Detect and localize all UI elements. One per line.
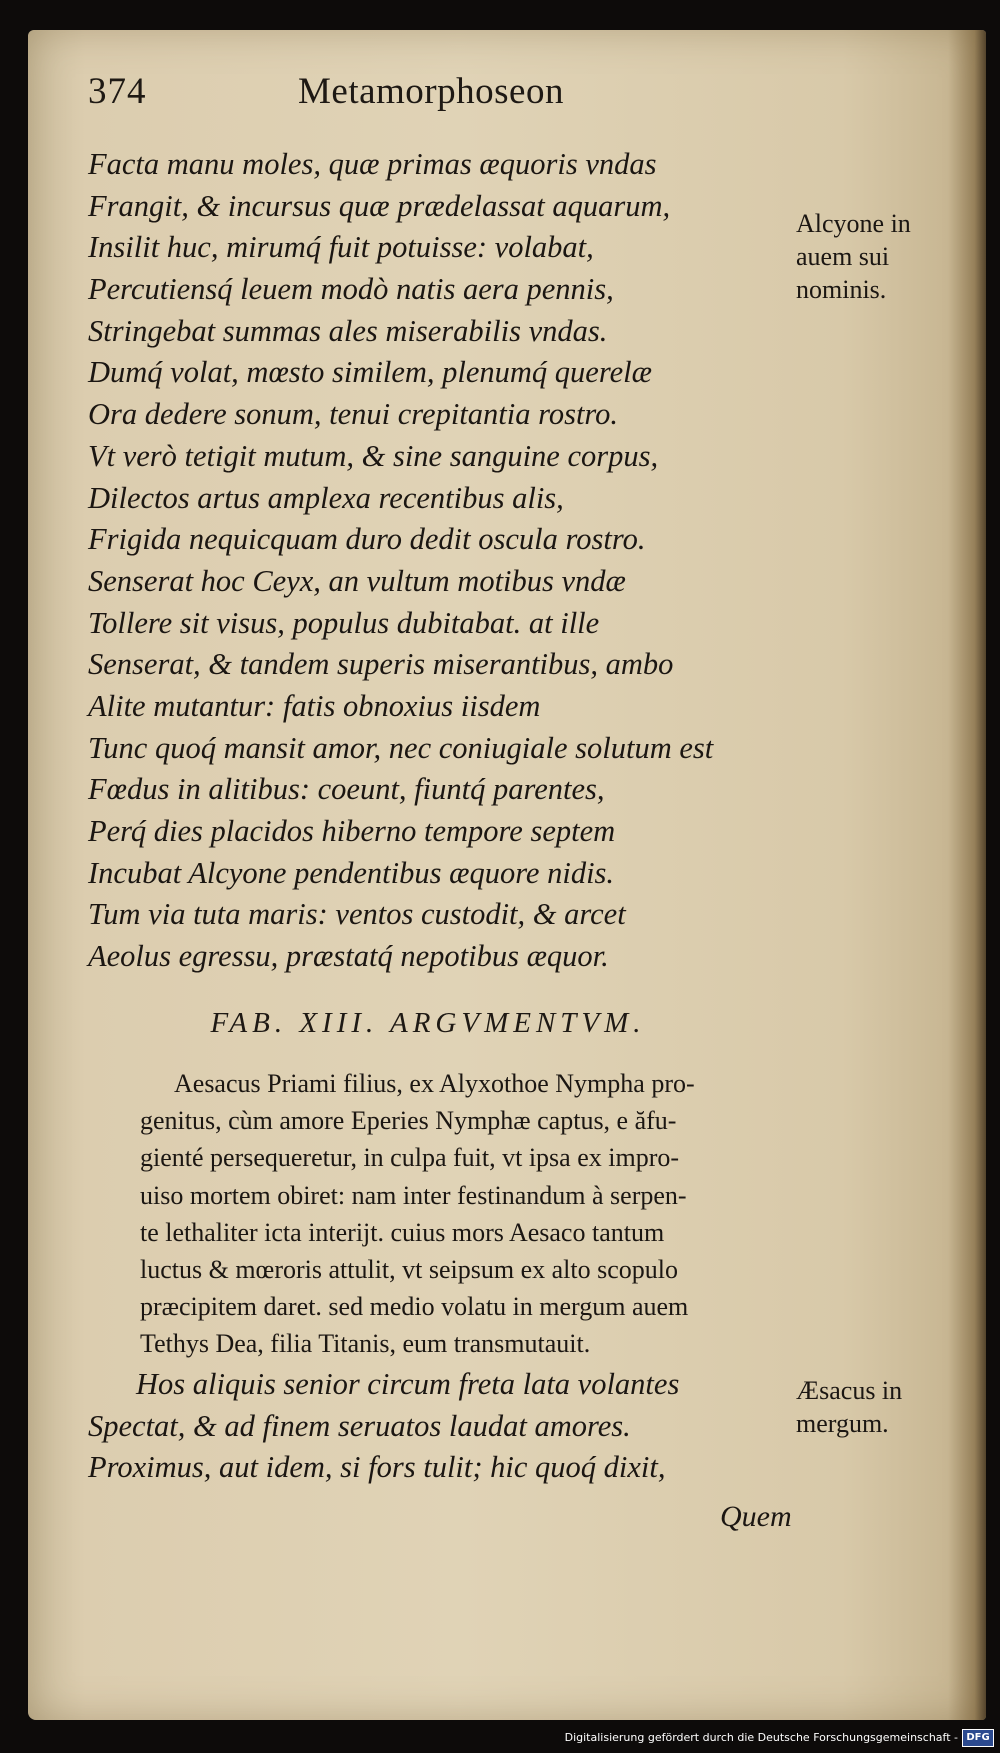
verse-line: Tollere sit visus, populus dubitabat. at ille	[88, 605, 600, 640]
verse-line: Aeolus egressu, præstatq́ nepotibus æquor.	[88, 939, 609, 974]
verse-line: Ora dedere sonum, tenui crepitantia rostro.	[88, 397, 619, 432]
verse-block-aesacus	[88, 1364, 768, 1489]
digitization-footer	[0, 1722, 1000, 1753]
marginal-note-aesacus	[796, 1374, 976, 1440]
verse-line: Dumq́ volat, mœsto similem, plenumq́ querelæ	[88, 355, 652, 390]
argument-line: luctus & mœroris attulit, vt seipsum ex alto scopulo	[140, 1254, 679, 1284]
verse-line: Tum via tuta maris: ventos custodit, & arcet	[88, 897, 626, 932]
verse-line: Hos aliquis senior circum freta lata volantes	[136, 1367, 680, 1401]
argument-line: te lethaliter icta interijt. cuius mors Aesaco tantum	[140, 1217, 665, 1247]
marginal-note-line: auem sui	[796, 242, 890, 271]
verse-line: Perq́ dies placidos hiberno tempore septem	[88, 814, 616, 848]
verse-line: Stringebat summas ales miserabilis vndas.	[88, 313, 608, 348]
argument-line: Aesacus Priami filius, ex Alyxothoe Nympha pro-	[174, 1069, 695, 1098]
verse-block-alcyone	[88, 144, 768, 978]
argument-line: genitus, cùm amore Eperies Nymphæ captus, e ăfu-	[140, 1106, 677, 1136]
verse-line: Incubat Alcyone pendentibus æquore nidis.	[88, 855, 615, 890]
marginal-note-alcyone	[796, 207, 976, 306]
marginal-note-line: nominis.	[796, 275, 887, 304]
fable-heading: FAB. XIII. ARGVMENTVM.	[210, 1007, 646, 1039]
marginal-note-line: Alcyone in	[796, 209, 911, 238]
verse-line: Percutiensq́ leuem modò natis aera pennis,	[88, 272, 614, 307]
funding-credit: Digitalisierung gefördert durch die Deutsche Forschungsgemeinschaft -	[564, 1731, 958, 1744]
verse-line: Fœdus in alitibus: coeunt, fiuntq́ parentes,	[88, 772, 605, 807]
argument-line: Tethys Dea, filia Titanis, eum transmutauit.	[140, 1329, 591, 1359]
verse-line: Senserat hoc Ceyx, an vultum motibus vndæ	[88, 563, 626, 598]
argument-paragraph	[140, 1065, 800, 1363]
verse-line: Proximus, aut idem, si fors tulit; hic quoq́ dixit,	[88, 1450, 666, 1485]
verse-line: Vt verò tetigit mutum, & sine sanguine corpus,	[88, 438, 659, 473]
argument-line: præcipitem daret. sed medio volatu in mergum auem	[140, 1292, 689, 1322]
argument-line: uiso mortem obiret: nam inter festinandum à serpen-	[140, 1180, 687, 1210]
verse-line: Insilit huc, mirumq́ fuit potuisse: volabat,	[88, 230, 594, 265]
page-number: 374	[88, 71, 147, 112]
argument-line: gienté persequeretur, in culpa fuit, vt ipsa ex impro-	[140, 1143, 680, 1173]
verse-line: Facta manu moles, quæ primas æquoris vndas	[88, 147, 657, 181]
dfg-logo: DFG	[962, 1729, 994, 1747]
verse-line: Tunc quoq́ mansit amor, nec coniugiale solutum est	[88, 730, 714, 765]
verse-line: Frigida nequicquam duro dedit oscula rostro.	[88, 522, 646, 557]
catchword: Quem	[720, 1500, 792, 1533]
verse-line: Senserat, & tandem superis miserantibus, ambo	[88, 647, 674, 682]
verse-line: Alite mutantur: fatis obnoxius iisdem	[88, 688, 541, 723]
verse-line: Spectat, & ad finem seruatos laudat amores.	[88, 1408, 631, 1443]
verse-line: Dilectos artus amplexa recentibus alis,	[88, 480, 564, 515]
running-head: Metamorphoseon	[298, 71, 564, 112]
marginal-note-line: mergum.	[796, 1409, 889, 1438]
verse-line: Frangit, & incursus quæ prædelassat aquarum,	[88, 188, 671, 223]
marginal-note-line: Æsacus in	[796, 1376, 903, 1405]
page-header	[88, 70, 648, 120]
